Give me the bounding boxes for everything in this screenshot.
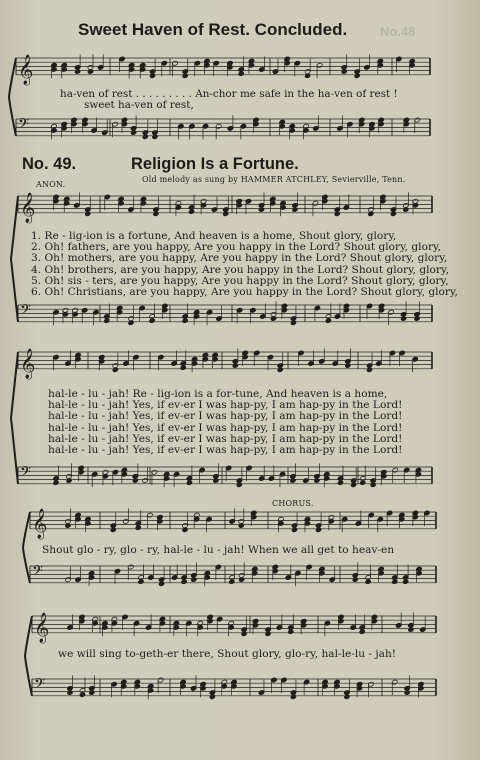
verse-line: 5. Oh! sis - ters, are you happy, Are you happy in the Lord? Shout glory, glory, bbox=[31, 274, 449, 287]
note-head bbox=[182, 318, 188, 324]
note-head bbox=[241, 631, 247, 637]
verse-line: hal-le - lu - jah! Yes, if ev-er I was hap-py, I am hap-py in the Lord! bbox=[48, 421, 403, 434]
bass-clef: 𝄢 bbox=[34, 676, 45, 696]
note-head bbox=[53, 480, 59, 486]
note-head bbox=[345, 363, 351, 369]
note-head bbox=[368, 211, 374, 217]
note-head bbox=[314, 478, 320, 484]
note-head bbox=[337, 480, 343, 486]
note-head bbox=[181, 579, 187, 585]
note-head bbox=[182, 527, 188, 533]
note-head bbox=[352, 577, 358, 583]
note-head bbox=[238, 71, 244, 77]
note-head bbox=[85, 211, 91, 217]
note-head bbox=[292, 207, 298, 213]
verse-line: hal-le - lu - jah! Yes, if ev-er I was hap-py, I am hap-py in the Lord! bbox=[48, 444, 403, 457]
system-brace bbox=[25, 616, 32, 696]
note-head bbox=[291, 527, 297, 533]
note-head bbox=[87, 69, 93, 75]
note-head bbox=[65, 523, 71, 529]
note-head bbox=[128, 320, 134, 326]
note-head bbox=[258, 207, 264, 213]
note-head bbox=[270, 316, 276, 322]
note-head bbox=[89, 690, 95, 696]
note-head bbox=[142, 134, 148, 140]
verse-line: 3. Oh! mothers, are you happy, Are you happy in the Lord? Shout glory, glory, bbox=[31, 252, 448, 265]
note-head bbox=[288, 629, 294, 635]
verse-block-a bbox=[31, 231, 458, 298]
note-head bbox=[277, 367, 283, 373]
note-head bbox=[186, 480, 192, 486]
note-head bbox=[152, 134, 158, 140]
verse-line: 1. Re - lig-ion is a fortune, And heaven is a home, Shout glory, glory, bbox=[31, 230, 397, 242]
treble-clef: 𝄞 bbox=[20, 192, 36, 223]
verse-line: hal-le - lu - jah! Yes, if ev-er I was hap-py, I am hap-py in the Lord! bbox=[48, 399, 403, 412]
verse-line: 2. Oh! fathers, are you happy, Are you happy in the Lord? Shout glory, glory, bbox=[31, 241, 441, 254]
bass-clef: 𝄢 bbox=[18, 116, 29, 136]
note-head bbox=[354, 73, 360, 79]
bass-clef: 𝄢 bbox=[20, 464, 31, 484]
treble-clef: 𝄞 bbox=[18, 54, 34, 85]
hymn-author: ANON. bbox=[36, 180, 66, 189]
verse-line: hal-le - lu - jah! Yes, if ev-er I was hap-py, I am hap-py in the Lord! bbox=[48, 432, 403, 445]
note-head bbox=[238, 523, 244, 529]
note-head bbox=[153, 211, 159, 217]
note-head bbox=[191, 577, 197, 583]
note-head bbox=[209, 694, 215, 700]
note-head bbox=[188, 209, 194, 215]
note-head bbox=[74, 69, 80, 75]
note-head bbox=[238, 577, 244, 583]
note-head bbox=[370, 482, 376, 488]
top-lyric-line-1: ha-ven of rest . . . . . . . . . An-chor me safe in the ha-ven of rest ! bbox=[60, 88, 398, 100]
note-head bbox=[365, 579, 371, 585]
note-head bbox=[366, 367, 372, 373]
note-head bbox=[404, 690, 410, 696]
system-brace bbox=[11, 196, 18, 322]
note-head bbox=[67, 690, 73, 696]
note-head bbox=[414, 316, 420, 322]
note-head bbox=[229, 579, 235, 585]
bass-clef: 𝄢 bbox=[20, 302, 31, 322]
note-head bbox=[79, 692, 85, 698]
note-head bbox=[236, 482, 242, 488]
verse-line: hal-le - lu - jah! Yes, if ev-er I was hap-py, I am hap-py in the Lord! bbox=[48, 410, 403, 423]
note-head bbox=[213, 478, 219, 484]
note-head bbox=[182, 73, 188, 79]
system-brace bbox=[11, 352, 18, 484]
note-head bbox=[400, 316, 406, 322]
treble-clef: 𝄞 bbox=[20, 348, 36, 379]
note-head bbox=[344, 694, 350, 700]
note-head bbox=[132, 478, 138, 484]
note-head bbox=[110, 527, 116, 533]
note-head bbox=[390, 211, 396, 217]
top-hymn-title: Sweet Haven of Rest. Concluded. bbox=[78, 20, 348, 39]
note-head bbox=[402, 579, 408, 585]
note-head bbox=[315, 527, 321, 533]
note-head bbox=[112, 367, 118, 373]
note-head bbox=[180, 365, 186, 371]
treble-clef: 𝄞 bbox=[32, 508, 48, 539]
note-head bbox=[66, 478, 72, 484]
note-head bbox=[360, 480, 366, 486]
chorus-line-1: Shout glo - ry, glo - ry, hal-le - lu - jah! When we all get to heav-en bbox=[42, 544, 395, 556]
note-head bbox=[130, 130, 136, 136]
note-head bbox=[149, 73, 155, 79]
system-brace bbox=[9, 58, 16, 136]
system-brace bbox=[23, 512, 30, 583]
note-head bbox=[138, 579, 144, 585]
note-head bbox=[232, 363, 238, 369]
note-head bbox=[341, 69, 347, 75]
note-head bbox=[359, 629, 365, 635]
top-lyric-line-2: sweet ha-ven of rest, bbox=[84, 99, 194, 111]
hymn-source: Old melody as sung by HAMMER ATCHLEY, Sevierville, Tenn. bbox=[142, 175, 406, 184]
chorus-label: CHORUS. bbox=[272, 499, 314, 508]
note-head bbox=[350, 482, 356, 488]
note-head bbox=[290, 694, 296, 700]
note-head bbox=[325, 318, 331, 324]
hymn-title: Religion Is a Fortune. bbox=[131, 155, 299, 173]
note-head bbox=[265, 631, 271, 637]
note-head bbox=[223, 211, 229, 217]
hymn-number: No. 49. bbox=[22, 155, 77, 173]
note-head bbox=[403, 207, 409, 213]
bleed-through-number: No.48 bbox=[380, 24, 416, 39]
note-head bbox=[392, 579, 398, 585]
note-head bbox=[408, 627, 414, 633]
verse-block-b bbox=[48, 389, 402, 456]
verse-line: hal-le - lu - jah! Re - lig-ion is a for-tune, And heaven is a home, bbox=[48, 388, 388, 400]
note-head bbox=[158, 581, 164, 587]
note-head bbox=[104, 318, 110, 324]
note-head bbox=[135, 525, 141, 531]
bass-clef: 𝄢 bbox=[32, 563, 43, 583]
chorus-line-2: we will sing to-geth-er there, Shout glory, glo-ry, hal-le-lu - jah! bbox=[58, 648, 397, 660]
treble-clef: 𝄞 bbox=[34, 612, 50, 643]
verse-line: 6. Oh! Christians, are you happy, Are you happy in the Lord? Shout glory, glory, bbox=[31, 286, 458, 299]
note-head bbox=[334, 211, 340, 217]
note-head bbox=[290, 320, 296, 326]
verse-line: 4. Oh! brothers, are you happy, Are you happy in the Lord? Shout glory, glory, bbox=[31, 263, 449, 276]
note-head bbox=[149, 318, 155, 324]
note-head bbox=[290, 478, 296, 484]
note-head bbox=[304, 73, 310, 79]
